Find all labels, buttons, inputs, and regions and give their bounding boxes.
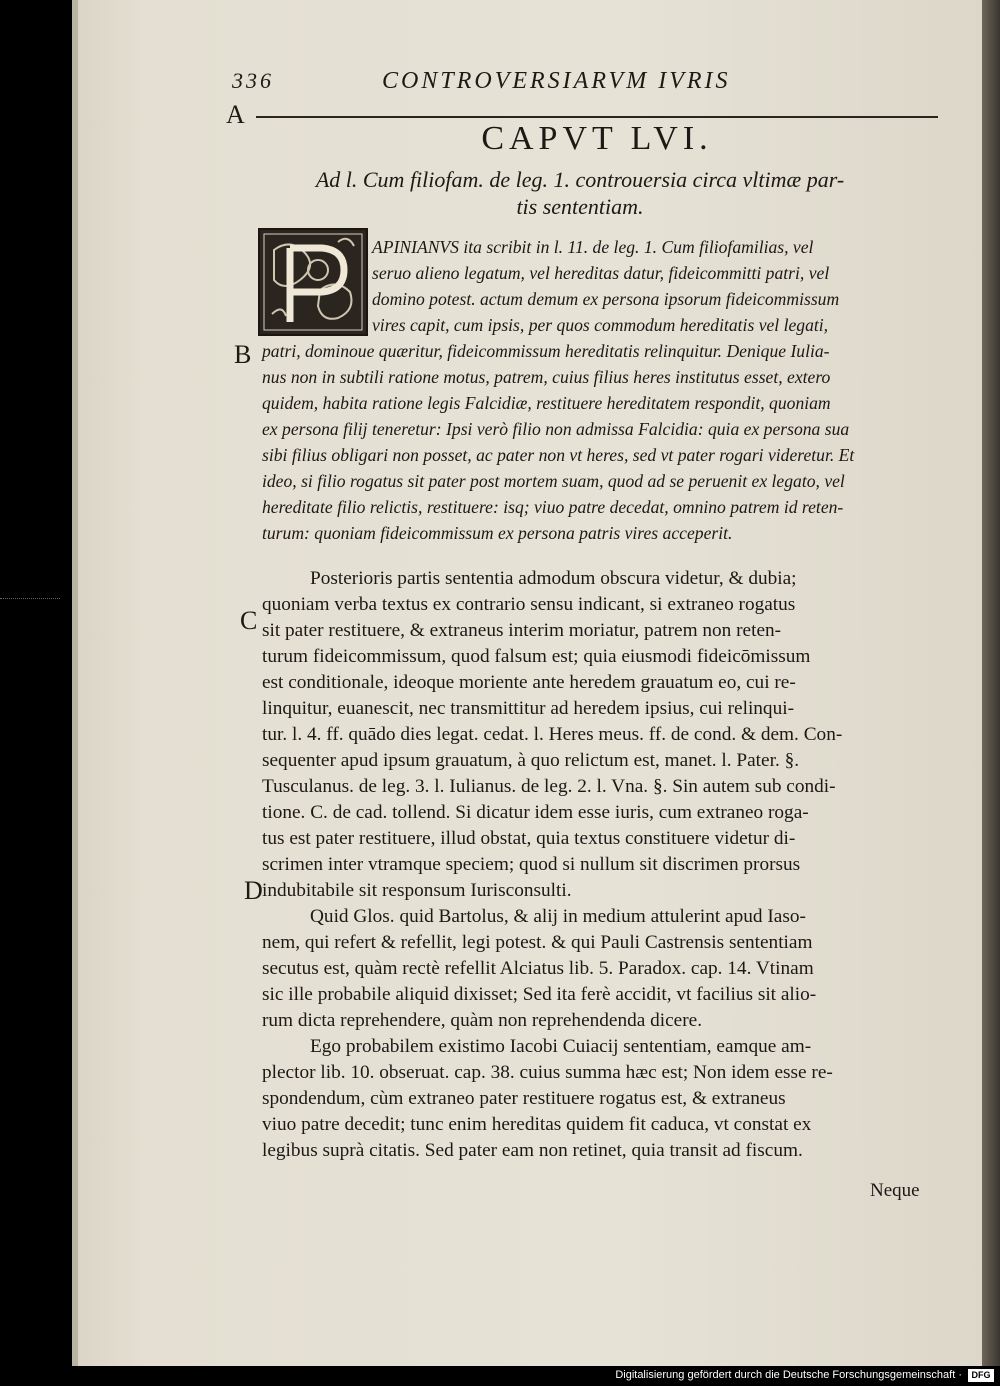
text-line: Quid Glos. quid Bartolus, & alij in medium attulerint apud Iaso- bbox=[310, 906, 806, 927]
footer-credit: Digitalisierung gefördert durch die Deutsche Forschungsgemeinschaft · bbox=[615, 1369, 962, 1381]
text-line: nem, qui refert & refellit, legi potest. & qui Pauli Castrensis sententiam bbox=[262, 932, 813, 953]
header-rule bbox=[256, 116, 938, 118]
bleed-through-line bbox=[0, 598, 60, 600]
text-line: Posterioris partis sententia admodum obscura videtur, & dubia; bbox=[310, 568, 797, 589]
text-line: domino potest. actum demum ex persona ipsorum fideicommissum bbox=[372, 289, 840, 309]
text-line: tione. C. de cad. tollend. Si dicatur idem esse iuris, cum extraneo roga- bbox=[262, 802, 809, 823]
text-line: Tusculanus. de leg. 3. l. Iulianus. de leg. 2. l. Vna. §. Sin autem sub condi- bbox=[262, 776, 836, 797]
catchword: Neque bbox=[870, 1180, 920, 1201]
text-line: plector lib. 10. obseruat. cap. 38. cuius summa hæc est; Non idem esse re- bbox=[262, 1062, 833, 1083]
commentary-text bbox=[262, 566, 952, 1164]
page-gutter-shadow bbox=[72, 0, 78, 1366]
text-line: turum fideicommissum, quod falsum est; quia eiusmodi fideicōmissum bbox=[262, 646, 811, 667]
running-head: CONTROVERSIARVM IVRIS bbox=[382, 68, 731, 94]
margin-letter-c: C bbox=[240, 606, 258, 635]
next-page-edge bbox=[982, 0, 1000, 1366]
text-line: secutus est, quàm rectè refellit Alciatus lib. 5. Paradox. cap. 14. Vtinam bbox=[262, 958, 814, 979]
text-line: linquitur, euanescit, nec transmittitur ad heredem ipsius, cui relinqui- bbox=[262, 698, 794, 719]
text-line: quidem, habita ratione legis Falcidiæ, restituere hereditatem respondit, quoniam bbox=[262, 393, 831, 413]
text-line: patri, dominoue quæritur, fideicommissum hereditatis relinquitur. Denique Iulia- bbox=[262, 341, 830, 361]
margin-letter-b: B bbox=[234, 340, 252, 369]
text-line: ideo, si filio rogatus sit pater post mortem suam, quod ad se peruenit ex legato, vel bbox=[262, 471, 845, 491]
text-line: seruo alieno legatum, vel hereditas datur, fideicommitti patri, vel bbox=[372, 263, 830, 283]
chapter-title: CAPVT LVI. bbox=[481, 120, 713, 157]
text-line: ex persona filij teneretur: Ipsi verò filio non admissa Falcidia: quia ex persona sua bbox=[262, 419, 850, 439]
dfg-logo: DFG bbox=[968, 1369, 994, 1382]
text-line: est conditionale, ideoque moriente ante heredem grauatum eo, cui re- bbox=[262, 672, 796, 693]
page-number: 336 bbox=[232, 68, 274, 93]
text-line: nus non in subtili ratione motus, patrem, cuius filius heres institutus esset, extero bbox=[262, 367, 831, 387]
text-line: quoniam verba textus ex contrario sensu indicant, si extraneo rogatus bbox=[262, 594, 796, 615]
text-line: hereditate filio relictis, restituere: isq; viuo patre decedat, omnino patrem id reten- bbox=[262, 497, 844, 517]
italic-quotation bbox=[262, 234, 952, 546]
text-line: turum: quoniam fideicommissum ex persona patris vires acceperit. bbox=[262, 523, 733, 543]
text-line: rum dicta reprehendere, quàm non reprehendenda dicere. bbox=[262, 1010, 703, 1031]
text-line: sequenter apud ipsum grauatum, à quo relictum est, manet. l. Pater. §. bbox=[262, 750, 800, 771]
text-line: scrimen inter vtramque speciem; quod si nullum sit discrimen prorsus bbox=[262, 854, 801, 875]
digitization-footer bbox=[0, 1366, 1000, 1386]
text-line: vires capit, cum ipsis, per quos commodum hereditatis vel legati, bbox=[372, 315, 829, 335]
subtitle-line: Ad l. Cum filiofam. de leg. 1. controuersia circa vltimæ par- bbox=[315, 167, 845, 192]
text-line: spondendum, cùm extraneo pater restituere rogatus est, & extraneus bbox=[262, 1088, 786, 1109]
text-line: sibi filius obligari non posset, ac pater non vt heres, sed vt pater rogari videretur. Et bbox=[262, 445, 855, 465]
text-line: viuo patre decedit; tunc enim hereditas quidem fit caduca, vt constat ex bbox=[262, 1114, 812, 1135]
text-line: tur. l. 4. ff. quādo dies legat. cedat. l. Heres meus. ff. de cond. & dem. Con- bbox=[262, 724, 843, 745]
text-line: indubitabile sit responsum Iurisconsulti. bbox=[262, 880, 572, 901]
page-header bbox=[232, 68, 792, 108]
subtitle-line: tis sententiam. bbox=[516, 194, 644, 219]
margin-letter-d: D bbox=[244, 876, 263, 905]
text-line: sit pater restituere, & extraneus interim moriatur, patrem non reten- bbox=[262, 620, 782, 641]
text-line: Ego probabilem existimo Iacobi Cuiacij sententiam, eamque am- bbox=[310, 1036, 812, 1057]
text-line: legibus suprà citatis. Sed pater eam non retinet, quia transit ad fiscum. bbox=[262, 1140, 803, 1161]
text-line: tus est pater restituere, illud obstat, quia textus constituere videtur di- bbox=[262, 828, 796, 849]
text-line: APINIANVS ita scribit in l. 11. de leg. 1. Cum filiofamilias, vel bbox=[372, 237, 814, 257]
margin-letter-a: A bbox=[226, 100, 245, 129]
text-line: sic ille probabile aliquid dixisset; Sed ita ferè accidit, vt facilius sit alio- bbox=[262, 984, 817, 1005]
chapter-subtitle bbox=[300, 166, 860, 220]
